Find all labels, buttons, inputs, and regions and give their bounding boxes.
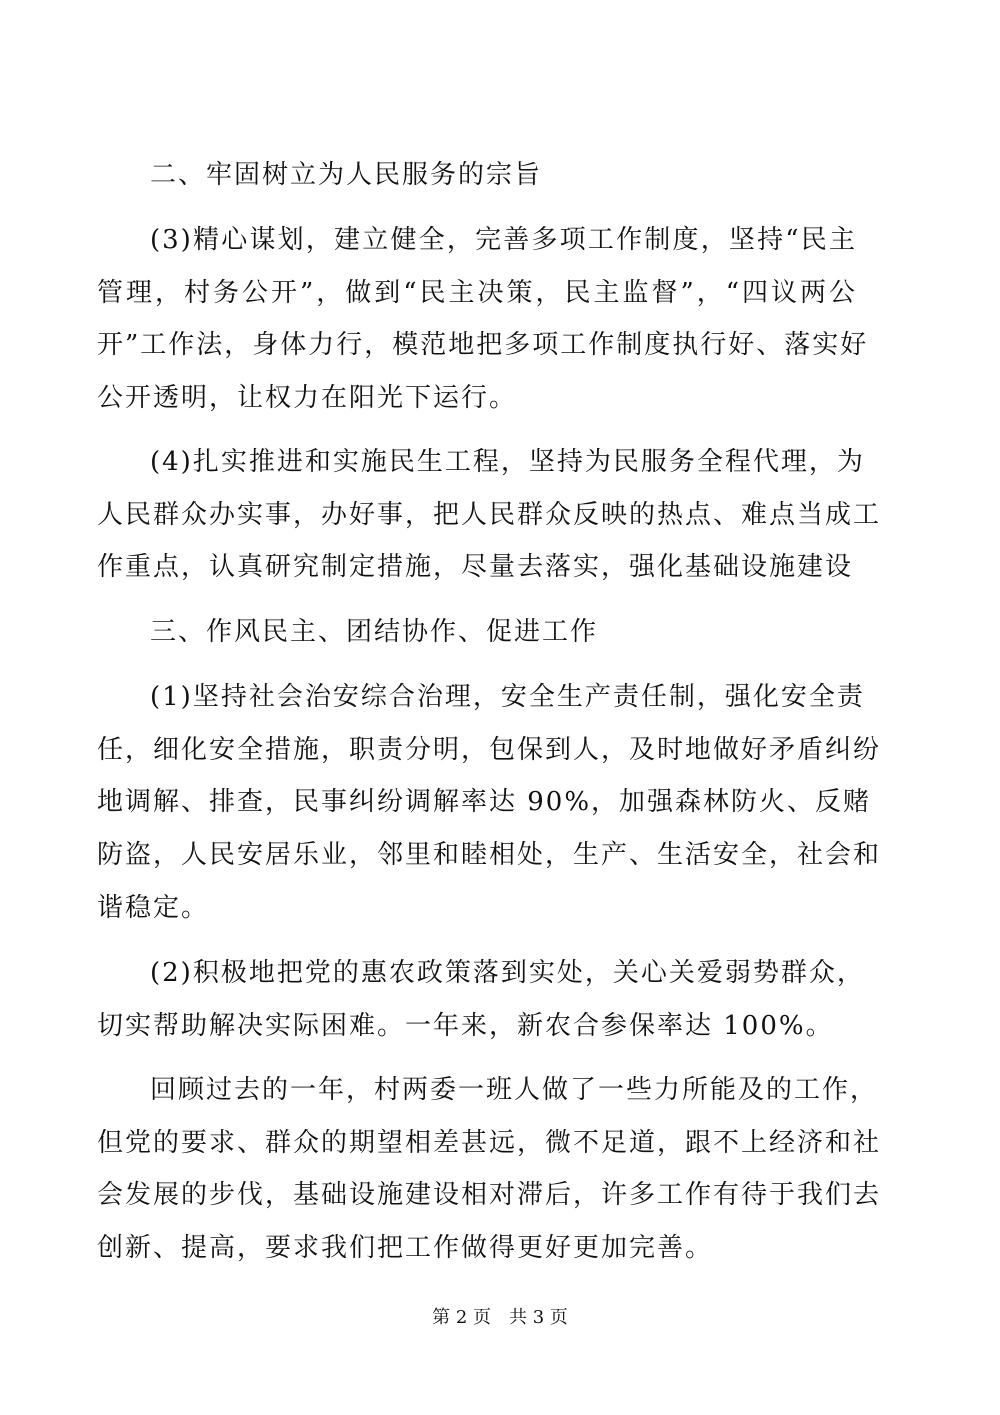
paragraph-line: (1)坚持社会治安综合治理，安全生产责任制，强化安全责 <box>150 682 865 712</box>
paragraph-line: 会发展的步伐，基础设施建设相对滞后，许多工作有待于我们去 <box>97 1180 882 1211</box>
paragraph-line: 公开透明，让权力在阳光下运行。 <box>97 383 518 414</box>
paragraph-line: 创新、提高，要求我们把工作做得更好更加完善。 <box>97 1233 714 1264</box>
section-heading: 三、作风民主、团结协作、促进工作 <box>150 617 599 647</box>
section-heading: 二、牢固树立为人民服务的宗旨 <box>150 160 543 190</box>
paragraph-line: (3)精心谋划，建立健全，完善多项工作制度，坚持“民主 <box>150 225 857 255</box>
page-footer: 第 2 页 共 3 页 <box>432 1307 568 1328</box>
paragraph-line: 切实帮助解决实际困难。一年来，新农合参保率达 100%。 <box>97 1010 834 1041</box>
paragraph-line: (2)积极地把党的惠农政策落到实处，关心关爱弱势群众， <box>150 958 865 988</box>
paragraph-line: 地调解、排查，民事纠纷调解率达 90%，加强森林防火、反赌 <box>97 787 872 818</box>
paragraph-line: (4)扎实推进和实施民生工程，坚持为民服务全程代理，为 <box>150 447 865 477</box>
paragraph-line: 谐稳定。 <box>97 892 210 923</box>
paragraph-line: 作重点，认真研究制定措施，尽量去落实，强化基础设施建设 <box>97 552 854 583</box>
paragraph-line: 防盗，人民安居乐业，邻里和睦相处，生产、生活安全，社会和 <box>97 840 882 871</box>
paragraph-line: 回顾过去的一年，村两委一班人做了一些力所能及的工作， <box>150 1075 879 1105</box>
paragraph-line: 开”工作法，身体力行，模范地把多项工作制度执行好、落实好 <box>97 330 869 361</box>
paragraph-line: 人民群众办实事，办好事，把人民群众反映的热点、难点当成工 <box>97 499 882 530</box>
paragraph-line: 管理，村务公开”，做到“民主决策，民主监督”，“四议两公 <box>97 277 857 308</box>
paragraph-line: 但党的要求、群众的期望相差甚远，微不足道，跟不上经济和社 <box>97 1127 882 1158</box>
paragraph-line: 任，细化安全措施，职责分明，包保到人，及时地做好矛盾纠纷 <box>97 734 882 765</box>
